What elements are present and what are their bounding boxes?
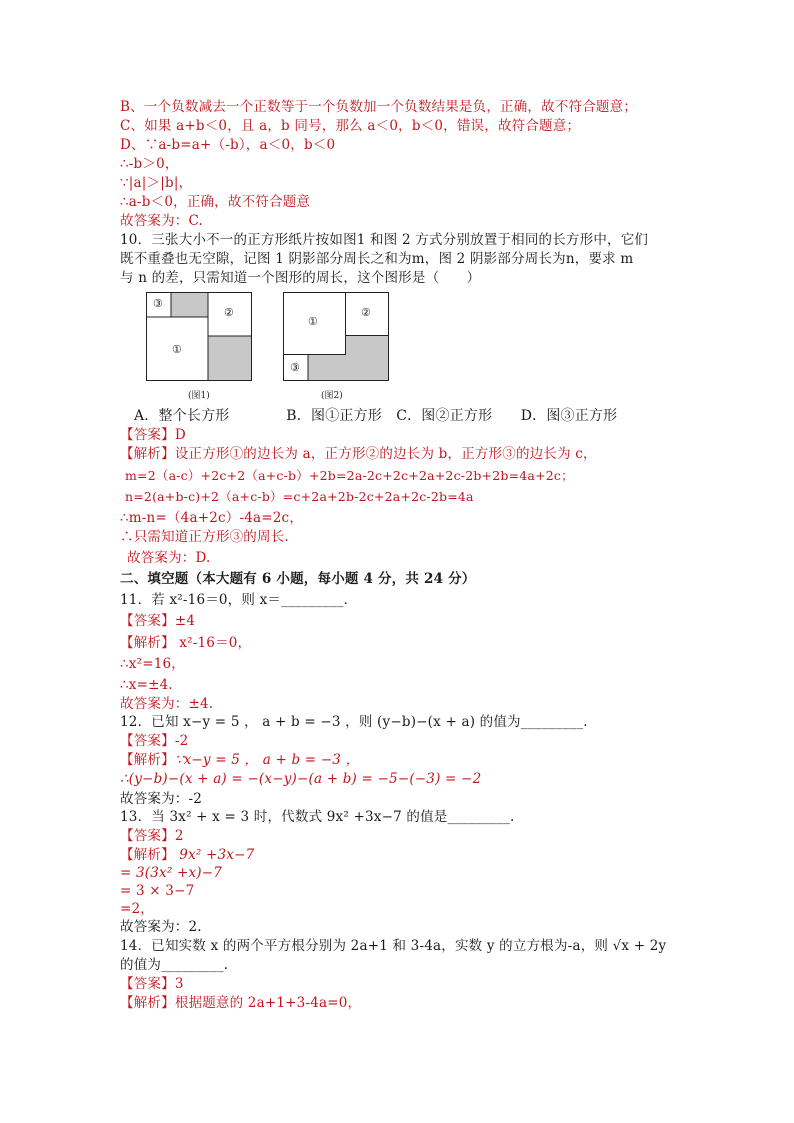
q9-step-1: ∴-b＞0，: [120, 156, 179, 172]
q12-answer: -2: [174, 733, 189, 749]
q13-stem: 13．当 3x² + x = 3 时，代数式 9x² +3x−7 的值是_________.: [120, 809, 515, 825]
q10-analysis-line-2: m=2（a-c）+2c+2（a+c-b）+2b=2a-2c+2c+2a+2c-2b+2b=4a+2c；: [125, 468, 574, 483]
q10-answer: D: [174, 427, 186, 443]
q12-analysis-text-1: ∵x−y = 5 ， a + b = −3 ，: [174, 752, 360, 768]
q10-stem-line-3: 与 n 的差，只需知道一个图形的周长，这个图形是（ ）: [120, 270, 481, 286]
answer-label: 【答案】: [120, 733, 175, 749]
q14-analysis-text-1: 根据题意的 2a+1+3-4a=0，: [174, 995, 362, 1011]
q10-final-answer: 故答案为：D.: [127, 550, 211, 566]
section-heading-fill-in: 二、填空题（本大题有 6 小题，每小题 4 分，共 24 分）: [120, 571, 476, 587]
q10-analysis-line-5: ∴只需知道正方形③的周长.: [120, 529, 289, 545]
analysis-label: 【解析】: [120, 635, 175, 651]
q10-analysis-text-1: 设正方形①的边长为 a，正方形②的边长为 b，正方形③的边长为 c，: [174, 446, 597, 462]
q10-stem-line-2: 既不重叠也无空隙，记图 1 阴影部分周长之和为m，图 2 阴影部分周长为n，要求 m: [120, 251, 634, 267]
analysis-label: 【解析】: [120, 995, 175, 1011]
fig2-square-1-label: ①: [308, 315, 318, 328]
q11-analysis-text-1: x²-16＝0，: [174, 635, 252, 651]
q13-analysis-line-1: [120, 846, 254, 864]
q14-stem-line-2: 的值为_________.: [120, 957, 229, 973]
q14-analysis-line-1: [120, 994, 361, 1012]
q11-analysis-line-3: ∴x=±4.: [120, 677, 173, 693]
q14-answer: 3: [174, 976, 184, 992]
q13-answer: 2: [174, 828, 184, 844]
q11-answer: ±4: [174, 613, 196, 629]
q13-analysis-line-3: = 3 × 3−7: [120, 883, 195, 899]
q11-analysis-line-2: ∴x²=16，: [120, 656, 186, 672]
q10-options: A．整个长方形 B．图①正方形 C．图②正方形 D．图③正方形: [134, 408, 618, 424]
answer-label: 【答案】: [120, 427, 175, 443]
q11-analysis-line-1: [120, 634, 251, 652]
q9-final-answer: 故答案为：C.: [120, 213, 204, 229]
fig2-square-3-label: ③: [290, 361, 300, 374]
analysis-label: 【解析】: [120, 752, 175, 768]
fig1-square-2-label: ②: [224, 306, 234, 319]
figure-2: [283, 292, 389, 382]
answer-label: 【答案】: [120, 613, 175, 629]
q12-stem: 12．已知 x−y = 5 ， a + b = −3 ，则 (y−b)−(x + a) 的值为_________.: [120, 714, 588, 730]
analysis-label: 【解析】: [120, 847, 175, 863]
q14-answer-line: [120, 975, 184, 993]
q12-analysis-line-2: ∴(y−b)−(x + a) = −(x−y)−(a + b) = −5−(−3) = −2: [120, 771, 482, 787]
q9-option-d-analysis: D、∵a-b=a+（-b），a＜0，b＜0: [120, 137, 336, 153]
q12-final-answer: 故答案为：-2: [120, 791, 203, 807]
q14-stem-line-1: 14．已知实数 x 的两个平方根分别为 2a+1 和 3-4a，实数 y 的立方根为-a，则 √x + 2y: [120, 938, 667, 954]
q13-final-answer: 故答案为：2.: [120, 919, 202, 935]
q12-answer-line: [120, 732, 188, 750]
figure-1: [146, 292, 252, 382]
q13-analysis-text-1: 9x² +3x−7: [174, 847, 255, 863]
analysis-label: 【解析】: [120, 446, 175, 462]
figure-2-caption: (图2): [321, 391, 343, 401]
figure-1-caption: (图1): [188, 391, 210, 401]
fig1-square-3-label: ③: [153, 297, 163, 310]
q9-step-3: ∴a-b＜0，正确，故不符合题意: [120, 194, 311, 210]
q10-analysis-line-3: n=2(a+b-c)+2（a+c-b）=c+2a+2b-2c+2a+2c-2b=4a: [125, 489, 474, 504]
q13-analysis-line-2: = 3(3x² +x)−7: [120, 865, 223, 881]
q13-answer-line: [120, 827, 184, 845]
answer-label: 【答案】: [120, 828, 175, 844]
q10-answer-line: [120, 426, 186, 444]
q12-analysis-line-1: [120, 751, 359, 769]
q11-final-answer: 故答案为：±4.: [120, 696, 214, 712]
q11-stem: 11．若 x²-16＝0，则 x＝_________．: [120, 592, 358, 608]
q10-analysis-line-4: ∴m-n=（4a+2c）-4a=2c，: [120, 510, 304, 526]
q10-stem-line-1: 10．三张大小不一的正方形纸片按如图1 和图 2 方式分别放置于相同的长方形中，它们: [120, 232, 649, 248]
q10-analysis-line-1: [120, 445, 597, 463]
fig1-square-1-label: ①: [172, 343, 182, 356]
q9-option-c-analysis: C、如果 a+b＜0，且 a，b 同号，那么 a＜0，b＜0，错误，故符合题意；: [120, 118, 581, 134]
q9-option-b-analysis: B、一个负数减去一个正数等于一个负数加一个负数结果是负，正确，故不符合题意；: [120, 99, 638, 115]
q13-analysis-line-4: =2，: [120, 901, 155, 917]
q9-step-2: ∵|a|＞|b|，: [120, 175, 193, 191]
q11-answer-line: [120, 612, 195, 630]
fig2-square-2-label: ②: [361, 306, 371, 319]
answer-label: 【答案】: [120, 976, 175, 992]
